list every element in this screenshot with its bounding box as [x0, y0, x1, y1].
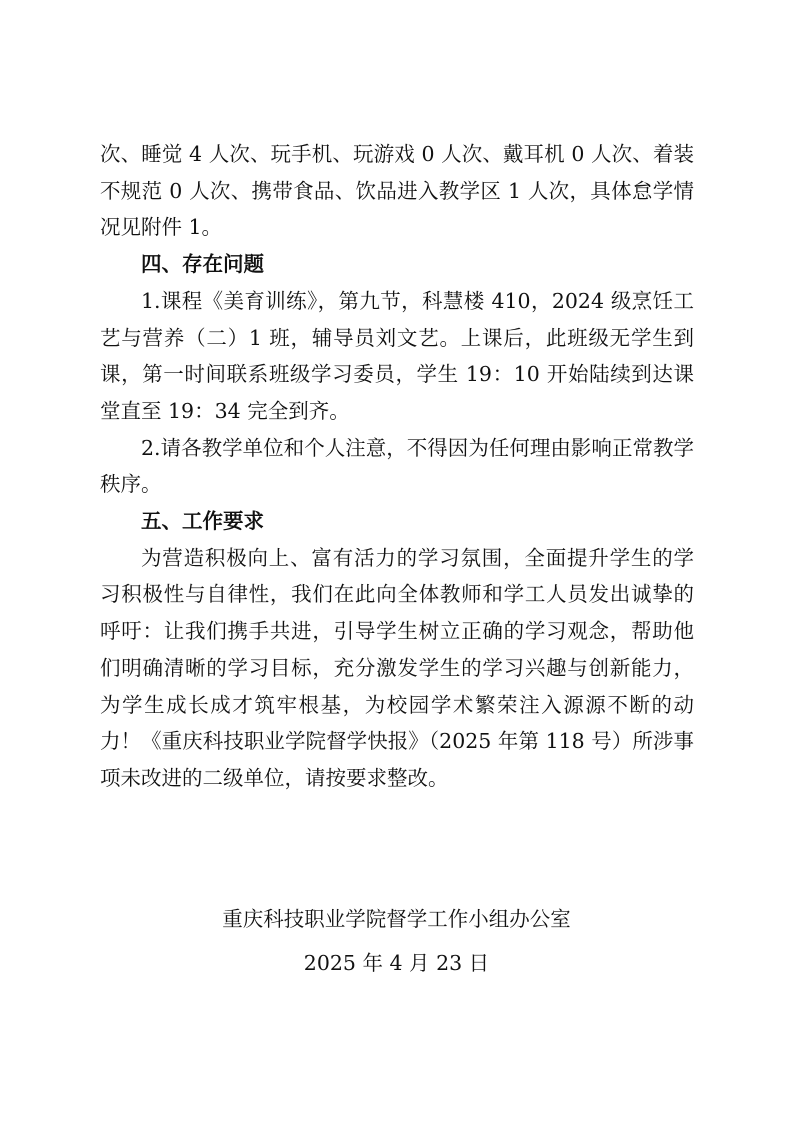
problem-item-1: 1.课程《美育训练》，第九节，科慧楼 410，2024 级烹饪工艺与营养（二）1 班，辅导员刘文艺。上课后，此班级无学生到课，第一时间联系班级学习委员，学生 19：10 开始陆续到达课堂直至 19：34 完全到齐。 — [100, 288, 694, 423]
intro-paragraph: 次、睡觉 4 人次、玩手机、玩游戏 0 人次、戴耳机 0 人次、着装不规范 0 人次、携带食品、饮品进入教学区 1 人次，具体怠学情况见附件 1。 — [100, 142, 694, 240]
document-body — [100, 136, 694, 797]
signature-date: 2025 年 4 月 23 日 — [303, 951, 490, 975]
section-heading-requirements: 五、工作要求 — [141, 509, 264, 534]
requirements-paragraph: 为营造积极向上、富有活力的学习氛围，全面提升学生的学习积极性与自律性，我们在此向全体教师和学工人员发出诚挚的呼吁：让我们携手共进，引导学生树立正确的学习观念，帮助他们明确清晰的学习目标，充分激发学生的学习兴趣与创新能力，为学生成长成才筑牢根基，为校园学术繁荣注入源源不断的动力！《重庆科技职业学院督学快报》（2025 年第 118 号）所涉事项未改进的二级单位，请按要求整改。 — [100, 545, 694, 790]
signature-organization: 重庆科技职业学院督学工作小组办公室 — [222, 907, 571, 931]
problem-item-2: 2.请各教学单位和个人注意，不得因为任何理由影响正常教学秩序。 — [100, 435, 694, 497]
section-heading-problems: 四、存在问题 — [141, 252, 264, 277]
